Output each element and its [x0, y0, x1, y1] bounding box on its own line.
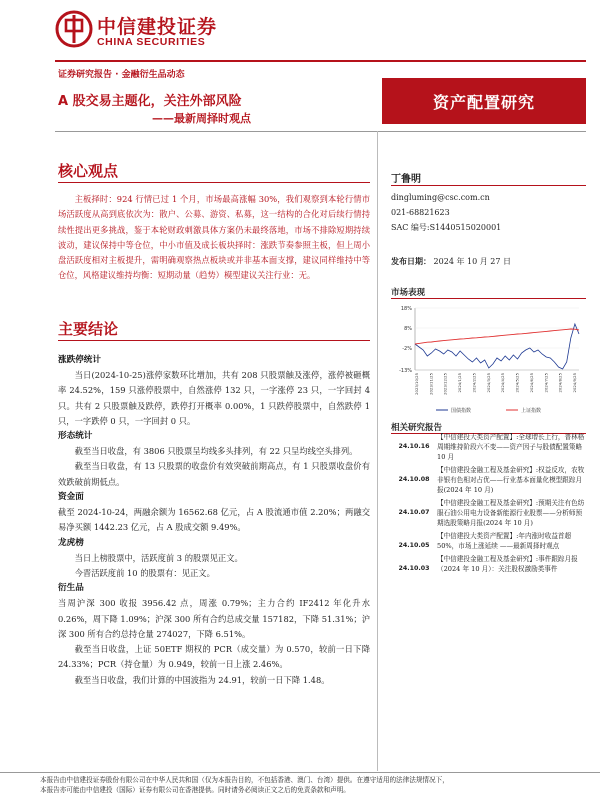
core-view-text: 主板择时：924 行情已过 1 个月，市场最高涨幅 30%，我们观察到本轮行情市场活跃度从高到底依次为：散户、公募、游资、私募，这一结构的合化对后续行情持续性提出更多挑战，鉴于本轮财政刺激具体方案仍未最终落地，市场不排除短期持续波动，建议保持中等仓位，中小市值及成长板块择时：涨跌节奏参照主板，但上周小盘活跃度相对主板提升，需明确观察热点板块或并非基本面支撑，建议同样维持中等仓位，风格建议维持均衡：短期动量（趋势）模型建议关注行业：无。 — [58, 194, 370, 281]
section-title-limit-stats: 涨跌停统计 — [58, 355, 101, 365]
publish-date-label: 发布日期： — [391, 257, 431, 266]
x-tick-label: 2024/3/25 — [485, 373, 491, 393]
paragraph: 截至 2024-10-24，两融余额为 16562.68 亿元，占 A 股流通市值 2.20%；两融交易净买额 1442.23 亿元，占 A 股成交额 9.49%。 — [58, 507, 370, 533]
y-tick-label: -13% — [399, 368, 412, 374]
analyst-name: 丁鲁明 — [391, 174, 421, 185]
related-report-title[interactable]: 【中信建投金融工程及基金研究】:事件跟踪月报（2024 年 10 月）：关注股权激励类事件 — [437, 555, 578, 573]
section-title-derivatives: 衍生品 — [58, 583, 84, 594]
report-subtitle: ——最新周择时观点 — [152, 112, 251, 125]
analyst-phone: 021-68821623 — [391, 208, 450, 217]
series-line-shanghai-index — [415, 329, 579, 344]
section-title-funding: 资金面 — [58, 492, 84, 503]
market-chart-rule — [391, 298, 586, 299]
y-tick-label: -2% — [402, 346, 412, 352]
analyst-sac: SAC 编号:S1440515020001 — [391, 223, 502, 232]
x-tick-label: 2023/12/25 — [442, 373, 448, 395]
related-report-item[interactable] — [391, 432, 586, 462]
legend-label: 国债指数 — [451, 408, 472, 414]
logo-chinese-name: 中信建投证券 — [97, 16, 218, 38]
related-report-item[interactable] — [391, 554, 586, 574]
x-tick-label: 2023/11/25 — [428, 373, 434, 395]
paragraph: 截至当日收盘，有 13 只股票的收盘价有效突破前期高点，有 1 只股票收盘价有效跌破前期低点。 — [58, 461, 370, 487]
core-view-heading: 核心观点 — [58, 162, 119, 180]
paragraph: 截至当日收盘，上证 50ETF 期权的 PCR（成交量）为 0.570，较前一日下降 24.33%；PCR（持仓量）为 0.949，较前一日上涨 2.46%。 — [58, 644, 370, 670]
related-report-date: 24.10.08 — [398, 476, 430, 483]
report-title: A 股交易主题化，关注外部风险 — [58, 94, 242, 109]
header-divider — [55, 60, 586, 62]
related-report-title[interactable]: 【中信建投大类资产配置】:全球增长上行，普林格周期维持阶段六不变——资产因子与股债配置策略 10 月 — [437, 433, 585, 461]
related-report-date: 24.10.07 — [398, 509, 430, 516]
column-divider — [377, 131, 378, 771]
disclaimer-footer — [40, 775, 449, 795]
disclaimer-line: 本报告亦可能由中信建投（国际）证券有限公司在香港提供。同时请务必阅读正文之后的免责条款和声明。 — [40, 786, 350, 794]
title-divider — [55, 131, 586, 132]
china-securities-logo-icon — [55, 10, 93, 48]
market-performance-chart — [391, 300, 586, 418]
paragraph: 截至当日收盘，有 3806 只股票呈均线多头排列，有 22 只呈均线空头排列。 — [74, 446, 358, 457]
disclaimer-line: 本报告由中信建投证券股份有限公司在中华人民共和国（仅为本报告目的，不包括香港、澳门、台湾）提供。在遵守适用的法律法规情况下， — [40, 776, 449, 784]
publish-date-value: 2024 年 10 月 27 日 — [433, 257, 511, 266]
related-report-item[interactable] — [391, 498, 586, 528]
section-title-dragon-tiger: 龙虎榜 — [58, 537, 84, 548]
paragraph: 今晋活跃度前 10 的股票有：见正文。 — [74, 567, 215, 578]
section-title-pattern-stats: 形态统计 — [58, 431, 93, 442]
company-logo — [55, 10, 245, 50]
x-tick-label: 2023/10/25 — [414, 373, 419, 395]
x-tick-label: 2024/2/25 — [471, 373, 477, 393]
main-conclusion-body — [58, 353, 370, 688]
y-tick-label: 8% — [404, 326, 412, 332]
paragraph: 截至当日收盘，我们计算的中国波指为 24.91，较前一日下降 1.48。 — [74, 674, 330, 685]
main-conclusion-rule — [58, 340, 370, 341]
footer-rule — [0, 772, 600, 773]
x-tick-label: 2024/5/25 — [514, 373, 520, 393]
analyst-email[interactable]: dingluming@csc.com.cn — [391, 193, 490, 202]
paragraph: 当日(2024-10-25)涨停家数环比增加，共有 208 只股票触及涨停，涨停被砸概率 24.52%，159 只涨停股票中，自然涨停 132 只，一字涨停 23 只，一字回封 4 只。共有 2 只股票触及跌停，跌停打开概率 0.00%，1 只跌停股票中，自然跌停 1 只，一字跌停 0 只，一字回封 0 只。 — [58, 370, 370, 426]
x-tick-label: 2024/4/25 — [500, 373, 506, 393]
x-tick-label: 2024/1/25 — [457, 373, 463, 393]
paragraph: 当日上榜股票中，活跃度前 3 的股票见正文。 — [74, 552, 243, 563]
paragraph: 当周沪深 300 收报 3956.42 点，周涨 0.79%；主力合约 IF2412 年化升水 0.26%，周下降 1.09%；沪深 300 所有合约总成交量 157182，下降 51.31%；沪深 300 所有合约总持仓量 274027，下降 6.51%。 — [58, 598, 370, 639]
related-report-date: 24.10.05 — [398, 542, 430, 549]
related-report-title[interactable]: 【中信建投金融工程及基金研究】:预期关注有色纺服石油公用电力设备新能源行业股票——分析师预期选股策略月报(2024 年 10 月) — [437, 499, 585, 527]
analyst-rule — [391, 185, 586, 186]
related-heading: 相关研究报告 — [391, 423, 443, 433]
main-conclusion-heading: 主要结论 — [58, 320, 119, 338]
y-tick-label: 18% — [400, 306, 412, 312]
x-tick-label: 2024/9/25 — [572, 373, 577, 393]
x-tick-label: 2024/8/25 — [557, 373, 563, 393]
related-report-item[interactable] — [391, 531, 586, 551]
x-tick-label: 2024/7/25 — [543, 373, 549, 393]
related-report-date: 24.10.03 — [398, 565, 430, 572]
publish-date — [391, 256, 511, 267]
related-report-list — [391, 432, 586, 577]
logo-english-name: CHINA SECURITIES — [97, 36, 206, 48]
related-report-title[interactable]: 【中信建投金融工程及基金研究】:权益反攻，农牧非银有色相对占优——行业基本面量化模型跟踪月报(2024 年 10 月) — [437, 466, 585, 494]
related-report-title[interactable]: 【中信建投大类资产配置】:年内涨时收益首超 50%，市场上涨延续 ——最新周择时观点 — [437, 532, 572, 550]
core-view-rule — [58, 182, 370, 183]
market-chart-heading: 市场表现 — [391, 288, 426, 298]
legend-label: 上证指数 — [521, 408, 542, 414]
related-report-item[interactable] — [391, 465, 586, 495]
analyst-info — [391, 190, 501, 235]
breadcrumb: 证券研究报告 · 金融衍生品动态 — [58, 70, 185, 80]
related-report-date: 24.10.16 — [398, 443, 430, 450]
category-badge: 资产配置研究 — [382, 78, 586, 124]
x-tick-label: 2024/6/25 — [528, 373, 534, 393]
